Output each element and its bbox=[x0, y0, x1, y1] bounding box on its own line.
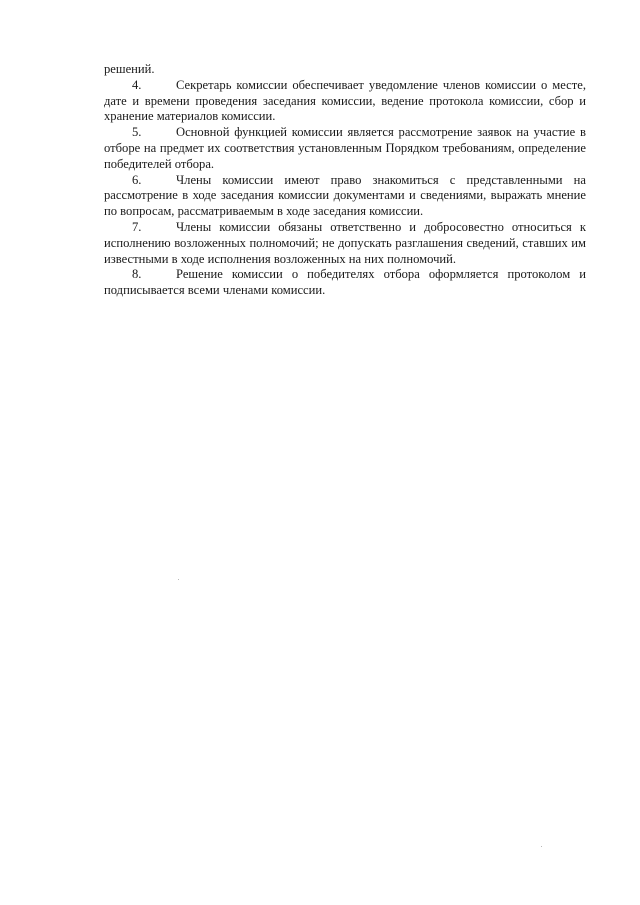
paragraph-text: Секретарь комиссии обеспечивает уведомление членов комиссии о месте, дате и времени проведения заседания комиссии, ведение протокола комиссии, сбор и хранение материалов комиссии. bbox=[104, 77, 586, 124]
paragraph-text: Члены комиссии имеют право знакомиться с представленными на рассмотрение в ходе заседания комиссии документами и сведениями, выражать мнение по вопросам, рассматриваемым в ходе заседания комиссии. bbox=[104, 172, 586, 219]
paragraph-number: 6. bbox=[132, 172, 142, 187]
numbered-paragraph-8 bbox=[104, 267, 586, 299]
numbered-paragraph-5 bbox=[104, 125, 586, 172]
paragraph-number: 7. bbox=[132, 219, 142, 234]
paragraph-number: 5. bbox=[132, 125, 142, 140]
numbered-paragraph-6 bbox=[104, 173, 586, 220]
paragraph-number: 4. bbox=[132, 77, 142, 92]
scan-speck bbox=[541, 846, 542, 847]
paragraph-text: Члены комиссии обязаны ответственно и добросовестно относиться к исполнению возложенных полномочий; не допускать разглашения сведений, ставших им известными в ходе исполнения возложенных на них полномочий. bbox=[104, 219, 586, 266]
numbered-paragraph-4 bbox=[104, 78, 586, 125]
scan-speck bbox=[178, 579, 179, 580]
leading-fragment-text: решений. bbox=[104, 62, 155, 76]
document-body bbox=[104, 62, 586, 299]
paragraph-text: Решение комиссии о победителях отбора оформляется протоколом и подписывается всеми членами комиссии. bbox=[104, 267, 586, 298]
numbered-paragraph-7 bbox=[104, 220, 586, 267]
paragraph-number: 8. bbox=[132, 267, 142, 282]
paragraph-text: Основной функцией комиссии является рассмотрение заявок на участие в отборе на предмет их соответствия установленным Порядком требованиям, определение победителей отбора. bbox=[104, 125, 586, 171]
leading-fragment bbox=[104, 62, 586, 78]
